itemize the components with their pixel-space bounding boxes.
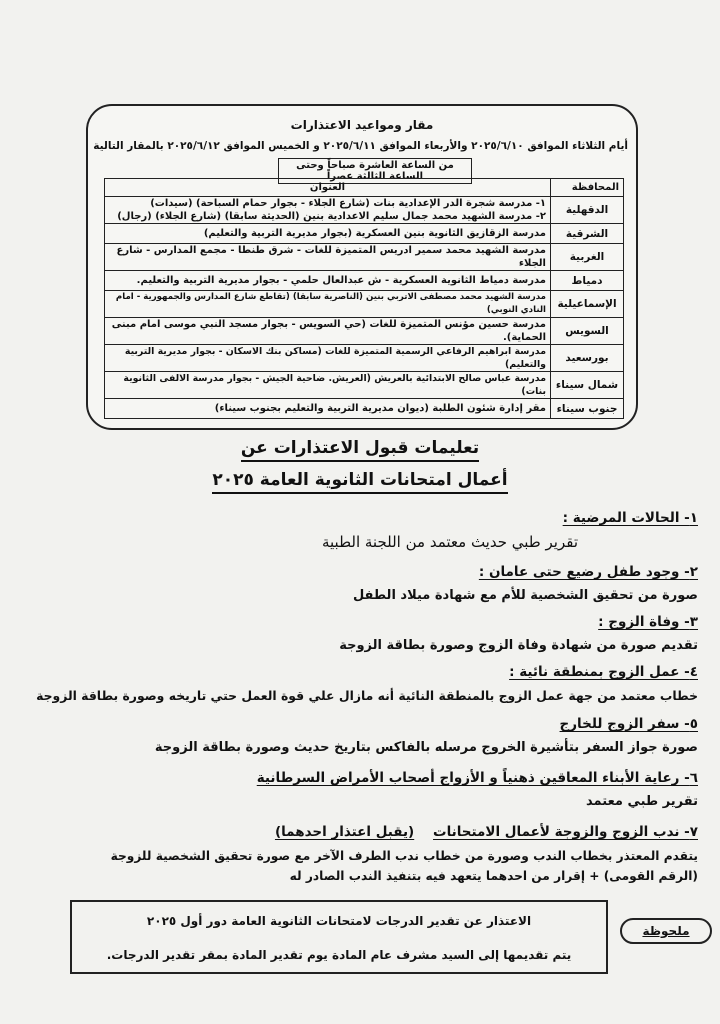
section-body: تقرير طبي معتمد xyxy=(586,794,698,809)
governorate-cell: جنوب سيناء xyxy=(551,399,624,419)
section-body-2: (الرقم القومى) + إقرار من احدهما يتعهد فيه بتنفيذ الندب الصادر له xyxy=(289,869,698,883)
address-cell: مدرسة دمياط الثانوية العسكرية - ش عبدالعال حلمي - بجوار مديرية التربية والتعليم. xyxy=(105,271,551,291)
address-cell: مدرسة ابراهيم الرفاعي الرسمية المتميزة للغات (مساكن بنك الاسكان - بجوار مديرية التربية والتعليم) xyxy=(105,345,551,372)
section-infant xyxy=(14,564,698,606)
note-box xyxy=(70,900,608,974)
section-title: ٤- عمل الزوج بمنطقة نائية : xyxy=(509,664,698,680)
address-cell: مدرسة حسين مؤنس المتميزة للغات (حي السويس - بجوار مسجد النبي موسى امام مبنى الحماية). xyxy=(105,318,551,345)
table-row xyxy=(105,224,624,244)
section-body: تقرير طبي حديث معتمد من اللجنة الطبية xyxy=(321,533,578,551)
address-cell xyxy=(105,197,551,224)
schedule-title: مقار ومواعيد الاعتذارات xyxy=(290,118,434,132)
governorate-cell: دمياط xyxy=(551,271,624,291)
note-tag: ملحوظة xyxy=(620,918,712,944)
table-row xyxy=(105,271,624,291)
main-heading-line2: أعمال امتحانات الثانوية العامة ٢٠٢٥ xyxy=(0,470,720,490)
governorate-cell: بورسعيد xyxy=(551,345,624,372)
section-title: ٦- رعاية الأبناء المعاقين ذهنياً و الأزواج أصحاب الأمراض السرطانية xyxy=(256,770,698,786)
governorate-cell: الدقهلية xyxy=(551,197,624,224)
table-row xyxy=(105,399,624,419)
section-title: ٧- ندب الزوج والزوجة لأعمال الامتحانات xyxy=(433,824,698,840)
address-cell: مقر إدارة شئون الطلبة (ديوان مديرية التربية والتعليم بجنوب سيناء) xyxy=(105,399,551,419)
section-body: صورة من تحقيق الشخصية للأم مع شهادة ميلاد الطفل xyxy=(352,588,698,603)
section-disabled-children xyxy=(14,770,698,812)
governorate-cell: السويس xyxy=(551,318,624,345)
locations-table xyxy=(104,178,624,419)
section-husband-death xyxy=(14,614,698,656)
section-body: خطاب معتمد من جهة عمل الزوج بالمنطقة النائية أنه مازال علي قوة العمل حتي تاريخه وصورة بطاقة الزوجة xyxy=(36,688,698,703)
section-travel-abroad xyxy=(14,716,698,758)
address-cell: مدرسة الشهيد محمد مصطفى الاتربي بنين (الناصرية سابقا) (تقاطع شارع المدارس والجمهورية - امام النادي النوبي) xyxy=(105,291,551,318)
address-cell: مدرسة عباس صالح الابتدائية بالعريش (العريش. ضاحية الجيش - بجوار مدرسة الالفى الثانوية بنات) xyxy=(105,372,551,399)
address-line: ١- مدرسة شجرة الدر الإعدادية بنات (شارع الجلاء - بجوار حمام السباحة) (سيدات) xyxy=(150,198,546,209)
header-governorate: المحافظة xyxy=(551,179,624,197)
section-exam-assignment xyxy=(14,824,698,886)
section-title-note: (يقبل اعتذار احدهما) xyxy=(274,824,415,840)
section-title: ١- الحالات المرضية : xyxy=(562,510,698,526)
address-cell: مدرسة الزقازيق الثانوية بنين العسكرية (بجوار مديرية التربية والتعليم) xyxy=(105,224,551,244)
section-body: صورة جواز السفر بتأشيرة الخروج مرسله بالفاكس بتاريخ حديث وصورة بطاقة الزوجة xyxy=(154,740,698,755)
table-row xyxy=(105,345,624,372)
governorate-cell: الشرقية xyxy=(551,224,624,244)
note-line2: يتم تقديمها إلى السيد مشرف عام المادة يوم تقدير المادة بمقر تقدير الدرجات. xyxy=(106,948,572,962)
schedule-dates: أيام الثلاثاء الموافق ٢٠٢٥/٦/١٠ والأربعاء الموافق ٢٠٢٥/٦/١١ و الخميس الموافق ٢٠٢٥/٦/١٢ بالمقار التالية xyxy=(93,140,628,152)
governorate-cell: الغربية xyxy=(551,244,624,271)
table-row xyxy=(105,197,624,224)
section-title: ٥- سفر الزوج للخارج xyxy=(559,716,698,732)
section-title: ٢- وجود طفل رضيع حتى عامان : xyxy=(478,564,698,580)
table-header-row xyxy=(105,179,624,197)
schedule-hours: من الساعة العاشرة صباحاً وحتى الساعة الثالثة عصراً xyxy=(278,158,472,184)
table-row xyxy=(105,318,624,345)
section-title: ٣- وفاة الزوج : xyxy=(598,614,698,630)
address-line: ٢- مدرسة الشهيد محمد جمال سليم الاعدادية بنين (الحديثة سابقا) (شارع الجلاء) (رجال) xyxy=(117,211,546,222)
section-body: يتقدم المعتذر بخطاب الندب وصورة من خطاب ندب الطرف الآخر مع صورة تحقيق الشخصية للزوجة xyxy=(110,849,698,863)
address-cell: مدرسة الشهيد محمد سمير ادريس المتميزة للغات - شرق طنطا - مجمع المدارس - شارع الجلاء xyxy=(105,244,551,271)
header-address: العنوان xyxy=(105,179,551,197)
schedule-box xyxy=(86,104,638,430)
section-remote-work xyxy=(14,664,698,706)
table-row xyxy=(105,372,624,399)
section-body: تقديم صورة من شهادة وفاة الزوج وصورة بطاقة الزوجة xyxy=(339,638,698,653)
governorate-cell: الإسماعيلية xyxy=(551,291,624,318)
table-row xyxy=(105,291,624,318)
section-medical xyxy=(14,510,698,552)
main-heading-line1: تعليمات قبول الاعتذارات عن xyxy=(0,438,720,458)
note-line1: الاعتذار عن تقدير الدرجات لامتحانات الثانوية العامة دور أول ٢٠٢٥ xyxy=(146,914,532,928)
table-row xyxy=(105,244,624,271)
governorate-cell: شمال سيناء xyxy=(551,372,624,399)
